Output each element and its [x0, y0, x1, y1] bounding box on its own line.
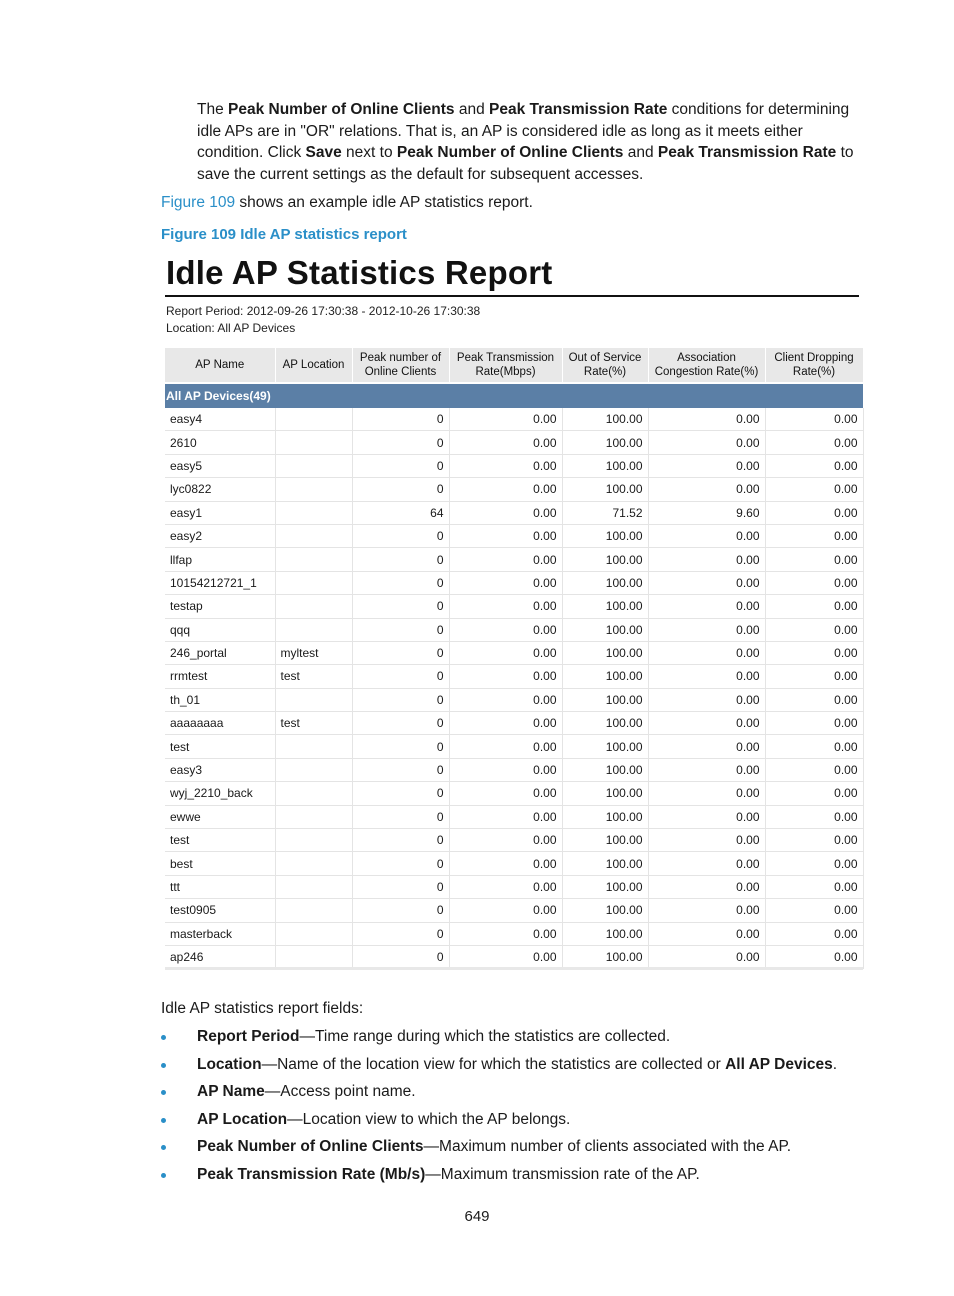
cell-peak-rate: 0.00 — [449, 548, 562, 571]
header-out-of-service-line: Rate(%) — [583, 366, 627, 378]
cell-peak-rate: 0.00 — [449, 735, 562, 758]
cell-ap-location — [275, 595, 352, 618]
cell-dropping-rate: 0.00 — [765, 852, 863, 875]
cell-ap-name: aaaaaaaa — [165, 712, 275, 735]
cell-peak-rate: 0.00 — [449, 478, 562, 501]
cell-congestion-rate: 0.00 — [648, 618, 765, 641]
cell-ap-name: test0905 — [165, 899, 275, 922]
cell-ap-name: 10154212721_1 — [165, 571, 275, 594]
cell-ap-location — [275, 945, 352, 968]
idle-ap-stats-table — [165, 348, 864, 969]
cell-ap-location — [275, 478, 352, 501]
cell-peak-clients: 0 — [352, 431, 449, 454]
table-row — [165, 548, 863, 571]
cell-peak-clients: 0 — [352, 524, 449, 547]
cell-out-of-service: 100.00 — [562, 618, 648, 641]
cell-ap-name: th_01 — [165, 688, 275, 711]
cell-dropping-rate: 0.00 — [765, 524, 863, 547]
field-description: —Access point name. — [264, 1083, 416, 1101]
cell-out-of-service: 100.00 — [562, 875, 648, 898]
cell-out-of-service: 100.00 — [562, 945, 648, 968]
cell-out-of-service: 100.00 — [562, 829, 648, 852]
cell-congestion-rate: 0.00 — [648, 595, 765, 618]
field-item — [161, 1164, 837, 1192]
field-description: —Maximum transmission rate of the AP. — [425, 1165, 700, 1183]
header-congestion-rate-line: Association — [677, 352, 736, 364]
field-term: Report Period — [197, 1028, 300, 1045]
cell-ap-location — [275, 852, 352, 875]
cell-peak-clients: 0 — [352, 945, 449, 968]
cell-dropping-rate: 0.00 — [765, 712, 863, 735]
table-header-row — [165, 348, 863, 383]
cell-ap-name: easy4 — [165, 408, 275, 431]
bullet-icon — [161, 1035, 166, 1040]
cell-peak-clients: 0 — [352, 571, 449, 594]
table-row — [165, 618, 863, 641]
cell-ap-name: testap — [165, 595, 275, 618]
cell-out-of-service: 100.00 — [562, 408, 648, 431]
header-ap-location-line: AP Location — [282, 359, 345, 371]
cell-ap-name: wyj_2210_back — [165, 782, 275, 805]
cell-dropping-rate: 0.00 — [765, 782, 863, 805]
table-row — [165, 945, 863, 968]
cell-out-of-service: 100.00 — [562, 595, 648, 618]
cell-ap-location — [275, 805, 352, 828]
cell-peak-clients: 0 — [352, 922, 449, 945]
term-peak-clients: Peak Number of Online Clients — [228, 101, 455, 118]
cell-congestion-rate: 0.00 — [648, 945, 765, 968]
bullet-icon — [161, 1090, 166, 1095]
cell-dropping-rate: 0.00 — [765, 688, 863, 711]
cell-ap-location — [275, 875, 352, 898]
header-ap-location — [275, 348, 352, 383]
cell-peak-rate: 0.00 — [449, 782, 562, 805]
cell-dropping-rate: 0.00 — [765, 899, 863, 922]
cell-dropping-rate: 0.00 — [765, 454, 863, 477]
group-label: All AP Devices(49) — [165, 383, 863, 408]
cell-dropping-rate: 0.00 — [765, 431, 863, 454]
header-peak-clients — [352, 348, 449, 383]
cell-peak-rate: 0.00 — [449, 712, 562, 735]
cell-ap-name: test — [165, 735, 275, 758]
table-row — [165, 641, 863, 664]
header-dropping-rate — [765, 348, 863, 383]
term-peak-rate: Peak Transmission Rate — [489, 101, 668, 118]
cell-peak-rate: 0.00 — [449, 431, 562, 454]
cell-ap-name: lyc0822 — [165, 478, 275, 501]
cell-dropping-rate: 0.00 — [765, 665, 863, 688]
cell-out-of-service: 100.00 — [562, 665, 648, 688]
header-dropping-rate-line: Client Dropping — [774, 352, 854, 364]
cell-peak-clients: 0 — [352, 758, 449, 781]
cell-ap-location — [275, 618, 352, 641]
cell-ap-name: 2610 — [165, 431, 275, 454]
cell-ap-name: rrmtest — [165, 665, 275, 688]
cell-ap-location — [275, 571, 352, 594]
field-term-secondary: All AP Devices — [725, 1055, 833, 1073]
cell-out-of-service: 100.00 — [562, 454, 648, 477]
table-row — [165, 454, 863, 477]
cell-out-of-service: 100.00 — [562, 735, 648, 758]
cell-congestion-rate: 9.60 — [648, 501, 765, 524]
table-row — [165, 478, 863, 501]
table-bottom-border — [165, 967, 863, 970]
cell-peak-rate: 0.00 — [449, 829, 562, 852]
table-row — [165, 688, 863, 711]
header-peak-rate — [449, 348, 562, 383]
cell-dropping-rate: 0.00 — [765, 805, 863, 828]
header-ap-name-line: AP Name — [195, 359, 245, 371]
cell-dropping-rate: 0.00 — [765, 758, 863, 781]
cell-peak-clients: 0 — [352, 548, 449, 571]
cell-dropping-rate: 0.00 — [765, 945, 863, 968]
cell-peak-clients: 0 — [352, 595, 449, 618]
cell-congestion-rate: 0.00 — [648, 431, 765, 454]
table-row — [165, 875, 863, 898]
cell-out-of-service: 100.00 — [562, 922, 648, 945]
cell-peak-rate: 0.00 — [449, 758, 562, 781]
field-item — [161, 1081, 837, 1109]
header-congestion-rate — [648, 348, 765, 383]
table-row — [165, 712, 863, 735]
cell-peak-rate: 0.00 — [449, 665, 562, 688]
cell-peak-clients: 0 — [352, 829, 449, 852]
field-description: —Maximum number of clients associated with the AP. — [423, 1138, 792, 1156]
term-peak-clients-2: Peak Number of Online Clients — [396, 144, 624, 161]
cell-ap-location: test — [275, 665, 352, 688]
cell-congestion-rate: 0.00 — [648, 571, 765, 594]
cell-peak-clients: 0 — [352, 852, 449, 875]
cell-congestion-rate: 0.00 — [648, 782, 765, 805]
field-item — [161, 1026, 837, 1054]
cell-ap-location — [275, 922, 352, 945]
cell-peak-rate: 0.00 — [449, 524, 562, 547]
cell-ap-location — [275, 431, 352, 454]
table-row — [165, 922, 863, 945]
cell-ap-location — [275, 829, 352, 852]
cell-ap-location: myltest — [275, 641, 352, 664]
cell-peak-rate: 0.00 — [449, 618, 562, 641]
cell-peak-rate: 0.00 — [449, 688, 562, 711]
header-ap-name — [165, 348, 275, 383]
cell-ap-name: test — [165, 829, 275, 852]
cell-ap-location — [275, 899, 352, 922]
bullet-icon — [161, 1063, 166, 1068]
cell-peak-rate: 0.00 — [449, 805, 562, 828]
cell-out-of-service: 100.00 — [562, 805, 648, 828]
cell-ap-name: easy3 — [165, 758, 275, 781]
cell-out-of-service: 100.00 — [562, 899, 648, 922]
cell-dropping-rate: 0.00 — [765, 478, 863, 501]
header-peak-rate-line: Rate(Mbps) — [475, 366, 536, 378]
table-row — [165, 735, 863, 758]
cell-ap-location — [275, 758, 352, 781]
field-term: Peak Transmission Rate (Mb/s) — [197, 1165, 426, 1183]
report-title: Idle AP Statistics Report — [166, 254, 553, 291]
bullet-icon — [161, 1173, 166, 1178]
cell-congestion-rate: 0.00 — [648, 805, 765, 828]
header-out-of-service — [562, 348, 648, 383]
cell-peak-rate: 0.00 — [449, 922, 562, 945]
table-row — [165, 852, 863, 875]
figure-link[interactable]: Figure 109 — [161, 194, 236, 211]
cell-ap-name: ewwe — [165, 805, 275, 828]
cell-out-of-service: 100.00 — [562, 688, 648, 711]
cell-ap-location — [275, 524, 352, 547]
cell-ap-name: easy5 — [165, 454, 275, 477]
cell-congestion-rate: 0.00 — [648, 829, 765, 852]
cell-ap-name: llfap — [165, 548, 275, 571]
cell-dropping-rate: 0.00 — [765, 571, 863, 594]
cell-peak-clients: 0 — [352, 782, 449, 805]
cell-congestion-rate: 0.00 — [648, 641, 765, 664]
cell-congestion-rate: 0.00 — [648, 735, 765, 758]
cell-congestion-rate: 0.00 — [648, 408, 765, 431]
cell-dropping-rate: 0.00 — [765, 641, 863, 664]
cell-out-of-service: 100.00 — [562, 524, 648, 547]
field-description: —Time range during which the statistics are collected. — [299, 1028, 671, 1045]
cell-dropping-rate: 0.00 — [765, 735, 863, 758]
field-term: AP Location — [197, 1110, 288, 1128]
cell-peak-clients: 0 — [352, 665, 449, 688]
report-location: Location: All AP Devices — [166, 321, 296, 335]
cell-peak-rate: 0.00 — [449, 595, 562, 618]
title-divider — [165, 295, 859, 297]
report-period: Report Period: 2012-09-26 17:30:38 - 2012-10-26 17:30:38 — [166, 304, 481, 318]
cell-out-of-service: 100.00 — [562, 782, 648, 805]
cell-peak-rate: 0.00 — [449, 408, 562, 431]
cell-congestion-rate: 0.00 — [648, 688, 765, 711]
cell-ap-name: 246_portal — [165, 641, 275, 664]
page-number: 649 — [464, 1208, 490, 1225]
field-term: AP Name — [197, 1083, 265, 1101]
cell-ap-location: test — [275, 712, 352, 735]
cell-dropping-rate: 0.00 — [765, 501, 863, 524]
table-row — [165, 899, 863, 922]
cell-out-of-service: 100.00 — [562, 641, 648, 664]
cell-out-of-service: 100.00 — [562, 758, 648, 781]
cell-out-of-service: 100.00 — [562, 571, 648, 594]
table-row — [165, 805, 863, 828]
cell-congestion-rate: 0.00 — [648, 454, 765, 477]
bullet-icon — [161, 1145, 166, 1150]
cell-out-of-service: 71.52 — [562, 501, 648, 524]
cell-ap-location — [275, 688, 352, 711]
cell-peak-rate: 0.00 — [449, 501, 562, 524]
field-term: Peak Number of Online Clients — [197, 1138, 424, 1156]
cell-peak-rate: 0.00 — [449, 454, 562, 477]
cell-congestion-rate: 0.00 — [648, 524, 765, 547]
table-row — [165, 571, 863, 594]
table-row — [165, 829, 863, 852]
cell-ap-name: easy2 — [165, 524, 275, 547]
cell-dropping-rate: 0.00 — [765, 548, 863, 571]
header-peak-clients-line: Peak number of — [359, 352, 442, 364]
cell-peak-clients: 0 — [352, 478, 449, 501]
bullet-icon — [161, 1118, 166, 1123]
header-out-of-service-line: Out of Service — [568, 352, 642, 364]
cell-ap-location — [275, 454, 352, 477]
header-congestion-rate-line: Congestion Rate(%) — [654, 366, 759, 378]
cell-out-of-service: 100.00 — [562, 431, 648, 454]
cell-congestion-rate: 0.00 — [648, 548, 765, 571]
cell-dropping-rate: 0.00 — [765, 618, 863, 641]
cell-peak-clients: 0 — [352, 618, 449, 641]
header-peak-clients-line: Online Clients — [364, 366, 437, 378]
header-dropping-rate-line: Rate(%) — [792, 366, 836, 378]
table-row — [165, 758, 863, 781]
cell-peak-clients: 0 — [352, 408, 449, 431]
cell-peak-clients: 0 — [352, 805, 449, 828]
cell-ap-name: masterback — [165, 922, 275, 945]
cell-congestion-rate: 0.00 — [648, 478, 765, 501]
fields-intro: Idle AP statistics report fields: — [161, 1000, 364, 1017]
cell-congestion-rate: 0.00 — [648, 852, 765, 875]
intro-paragraph: The Peak Number of Online Clients and Peak Transmission Rate conditions for determining idle APs are in "OR" relations. That is, an AP is considered idle as long as it meets either condition. Click Save next to Peak Number of Online Clients and Peak Transmission Rate to save the current settings as the default for subsequent accesses. — [197, 101, 854, 183]
cell-out-of-service: 100.00 — [562, 548, 648, 571]
cell-out-of-service: 100.00 — [562, 852, 648, 875]
term-peak-rate-2: Peak Transmission Rate — [657, 144, 837, 161]
cell-peak-clients: 0 — [352, 641, 449, 664]
table-row — [165, 595, 863, 618]
cell-congestion-rate: 0.00 — [648, 922, 765, 945]
header-peak-rate-line: Peak Transmission — [456, 352, 555, 364]
table-row — [165, 501, 863, 524]
cell-ap-name: ttt — [165, 875, 275, 898]
cell-out-of-service: 100.00 — [562, 712, 648, 735]
table-row — [165, 665, 863, 688]
cell-congestion-rate: 0.00 — [648, 758, 765, 781]
fields-list — [161, 1026, 837, 1192]
cell-peak-rate: 0.00 — [449, 571, 562, 594]
cell-dropping-rate: 0.00 — [765, 408, 863, 431]
field-item — [161, 1054, 837, 1082]
cell-dropping-rate: 0.00 — [765, 922, 863, 945]
table-row — [165, 431, 863, 454]
cell-congestion-rate: 0.00 — [648, 712, 765, 735]
field-term: Location — [197, 1055, 262, 1073]
table-row — [165, 524, 863, 547]
cell-out-of-service: 100.00 — [562, 478, 648, 501]
cell-ap-name: best — [165, 852, 275, 875]
cell-dropping-rate: 0.00 — [765, 595, 863, 618]
field-description: —Name of the location view for which the statistics are collected or — [261, 1055, 726, 1073]
cell-ap-location — [275, 501, 352, 524]
cell-peak-rate: 0.00 — [449, 875, 562, 898]
cell-peak-clients: 0 — [352, 454, 449, 477]
cell-peak-rate: 0.00 — [449, 852, 562, 875]
cell-peak-rate: 0.00 — [449, 641, 562, 664]
cell-congestion-rate: 0.00 — [648, 899, 765, 922]
field-description: —Location view to which the AP belongs. — [287, 1110, 571, 1128]
cell-peak-clients: 0 — [352, 735, 449, 758]
cell-peak-clients: 64 — [352, 501, 449, 524]
cell-congestion-rate: 0.00 — [648, 875, 765, 898]
cell-peak-clients: 0 — [352, 688, 449, 711]
cell-dropping-rate: 0.00 — [765, 875, 863, 898]
cell-peak-rate: 0.00 — [449, 899, 562, 922]
table-row — [165, 782, 863, 805]
cell-ap-location — [275, 782, 352, 805]
field-tail: . — [832, 1055, 838, 1073]
cell-peak-rate: 0.00 — [449, 945, 562, 968]
cell-dropping-rate: 0.00 — [765, 829, 863, 852]
table-row — [165, 408, 863, 431]
group-row — [165, 383, 863, 408]
cell-ap-location — [275, 735, 352, 758]
term-save: Save — [305, 144, 342, 161]
cell-ap-name: qqq — [165, 618, 275, 641]
figure-caption: Figure 109 Idle AP statistics report — [161, 226, 407, 243]
cell-ap-name: easy1 — [165, 501, 275, 524]
cell-ap-location — [275, 548, 352, 571]
figure-reference-line: Figure 109 shows an example idle AP statistics report. — [161, 194, 533, 211]
field-item — [161, 1136, 837, 1164]
cell-ap-name: ap246 — [165, 945, 275, 968]
cell-peak-clients: 0 — [352, 899, 449, 922]
field-item — [161, 1109, 837, 1137]
cell-peak-clients: 0 — [352, 875, 449, 898]
cell-peak-clients: 0 — [352, 712, 449, 735]
cell-ap-location — [275, 408, 352, 431]
cell-congestion-rate: 0.00 — [648, 665, 765, 688]
